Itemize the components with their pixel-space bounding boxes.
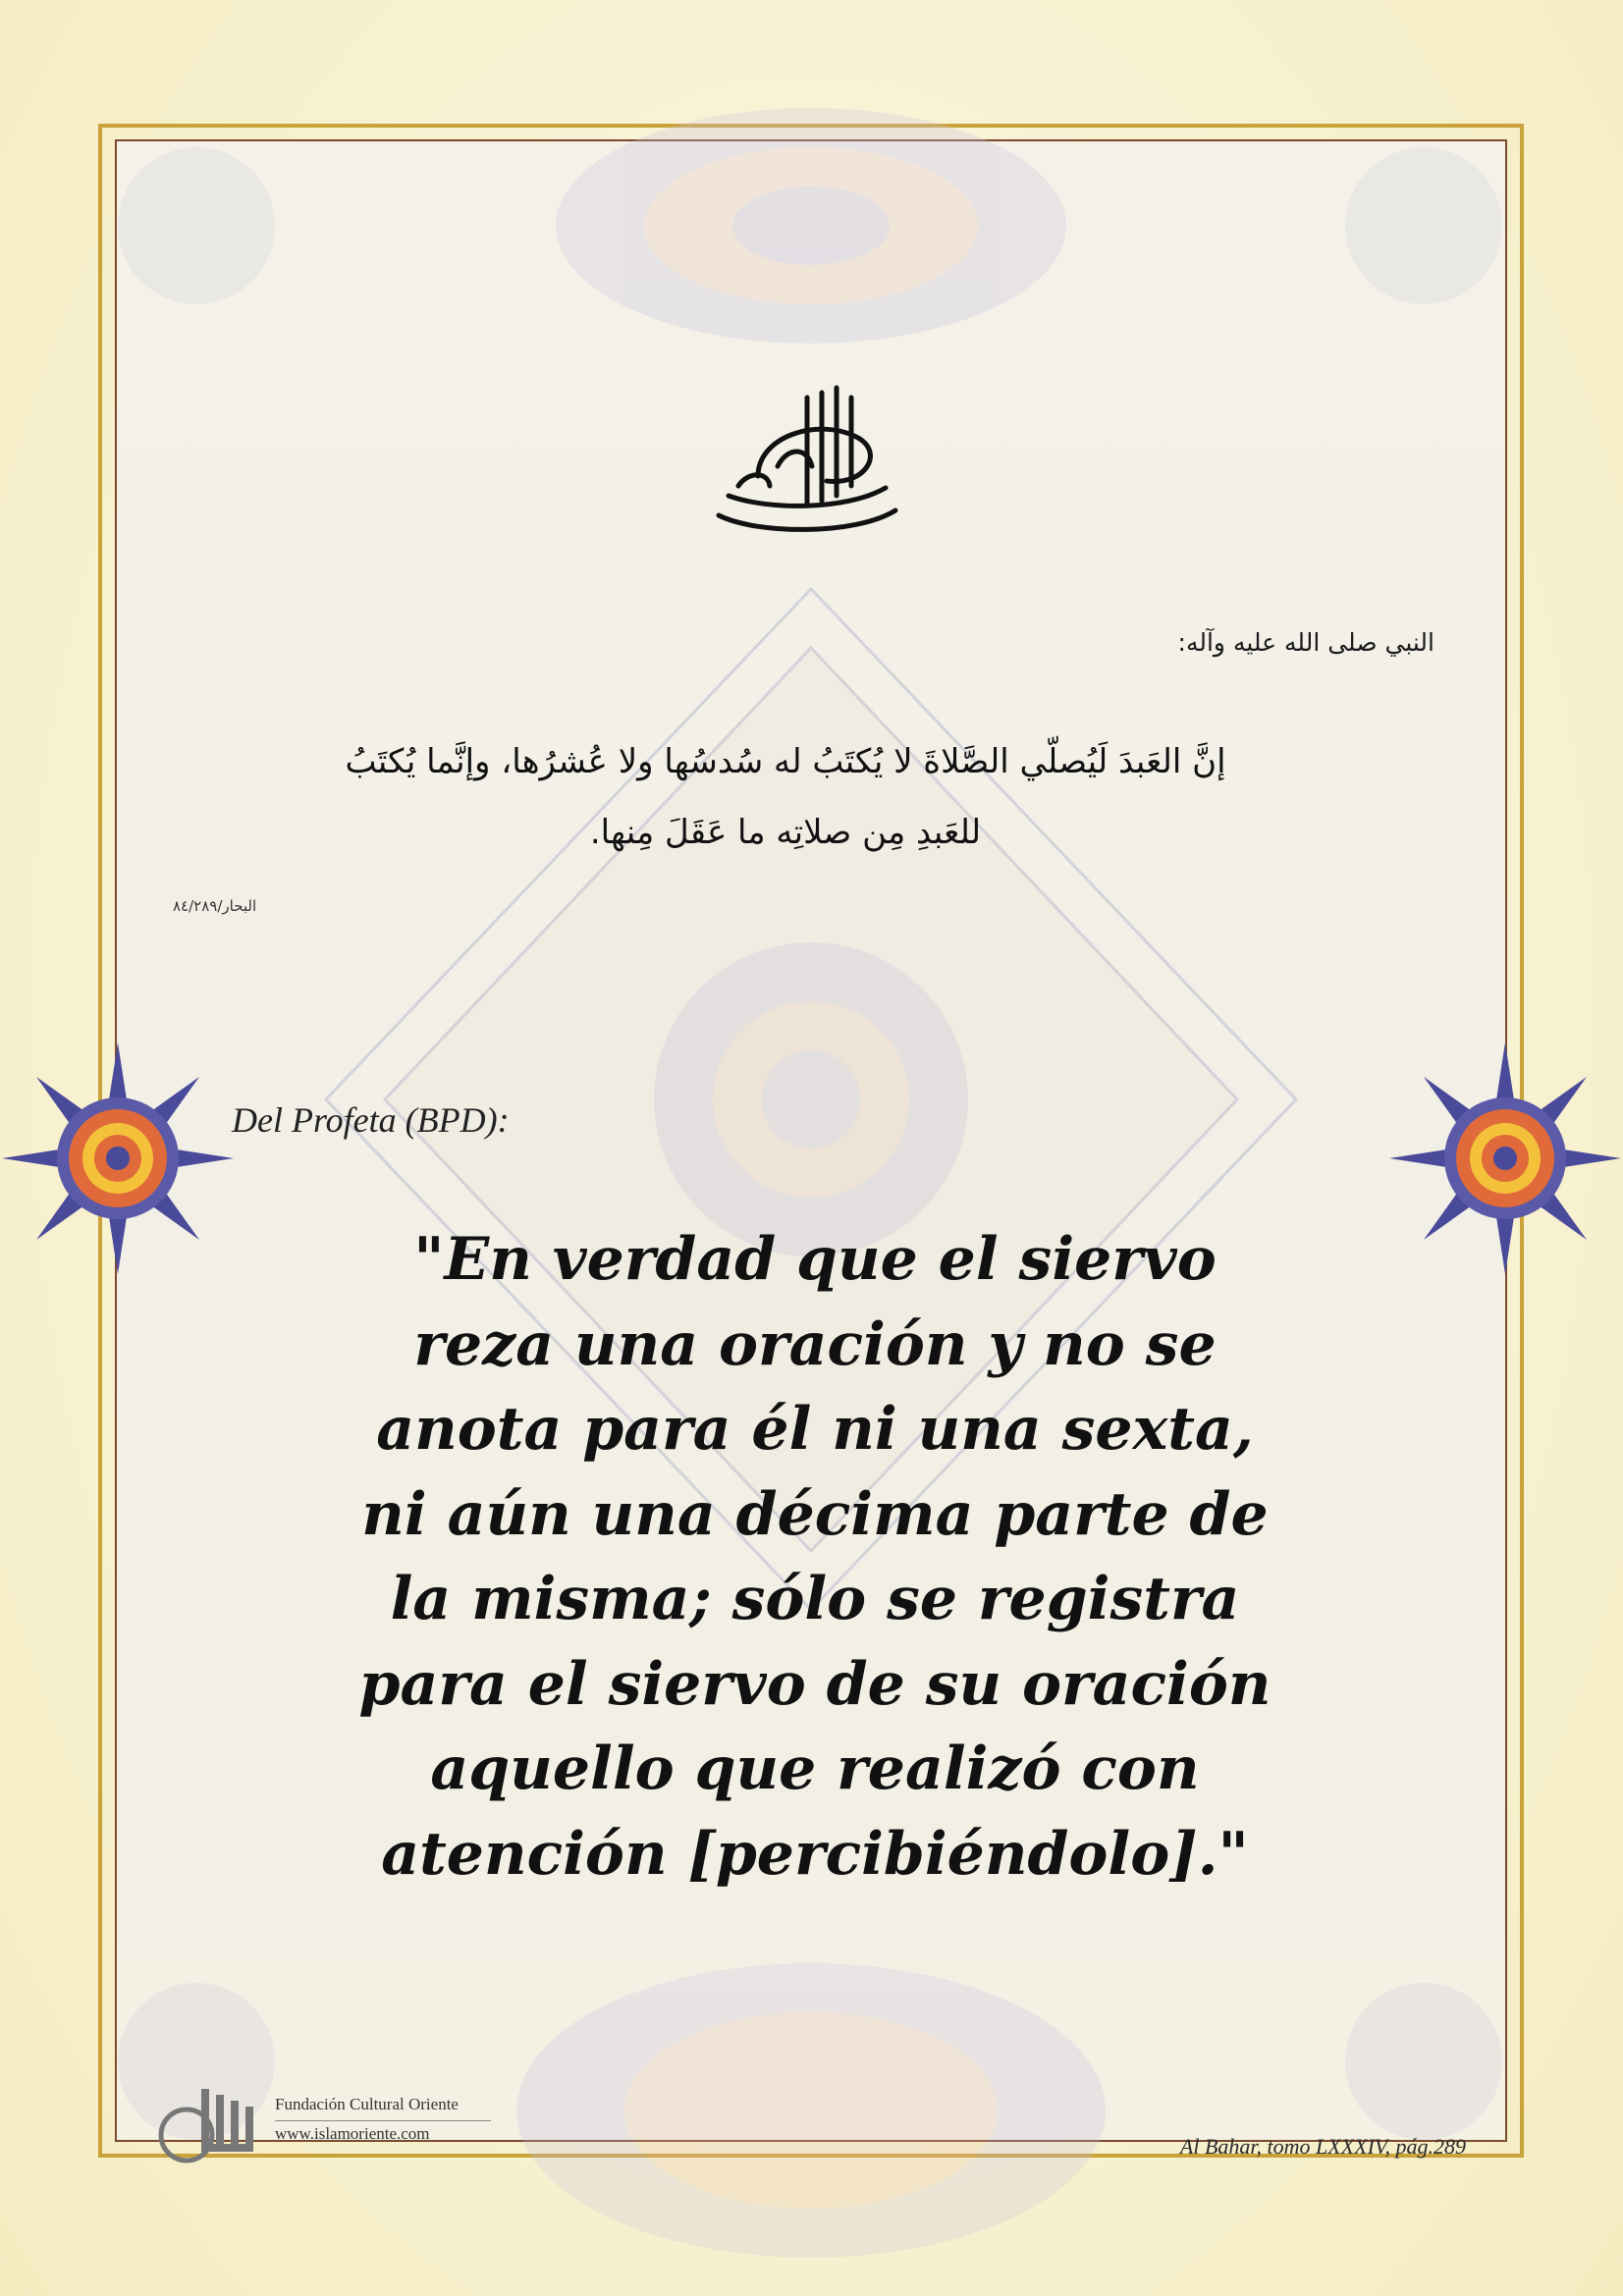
spanish-quote: [226, 1217, 1404, 1896]
arabic-hadith-line: للعَبدِ مِن صلاتِه ما عَقَلَ مِنها.: [589, 813, 982, 852]
arabic-reference: البحار/٨٤/٢٨٩: [173, 897, 257, 915]
organization-logo: [147, 2081, 501, 2169]
right-rosette-icon: [1387, 1041, 1623, 1276]
islamoriente-logo-icon: [147, 2081, 275, 2169]
organization-website: www.islamoriente.com: [275, 2120, 491, 2144]
arabic-attribution: النبي صلى الله عليه وآله:: [1177, 628, 1434, 657]
quote-line: la misma; sólo se registra: [390, 1565, 1240, 1633]
spanish-attribution: Del Profeta (BPD):: [232, 1100, 510, 1140]
arabic-hadith: [255, 726, 1316, 868]
arabic-hadith-line: إنَّ العَبدَ لَيُصلّي الصَّلاةَ لا يُكتَبُ له سُدسُها ولا عُشرُها، وإنَّما يُكتَبُ: [345, 742, 1226, 781]
spanish-reference: Al Bahar, tomo LXXXIV, pág.289: [1179, 2134, 1466, 2159]
basmala-calligraphy-icon: [699, 378, 915, 545]
quote-line: ni aún una décima parte de: [361, 1479, 1269, 1549]
quote-line: anota para él ni una sexta,: [376, 1395, 1254, 1464]
organization-name: Fundación Cultural Oriente: [275, 2095, 459, 2113]
quote-line: para el siervo de su oración: [358, 1649, 1271, 1719]
quote-line: reza una oración y no se: [413, 1309, 1217, 1379]
left-rosette-icon: [0, 1041, 236, 1276]
quote-line: atención [percibiéndolo].": [381, 1819, 1249, 1889]
quote-line: "En verdad que el siervo: [413, 1225, 1217, 1294]
quote-line: aquello que realizó con: [430, 1735, 1200, 1803]
